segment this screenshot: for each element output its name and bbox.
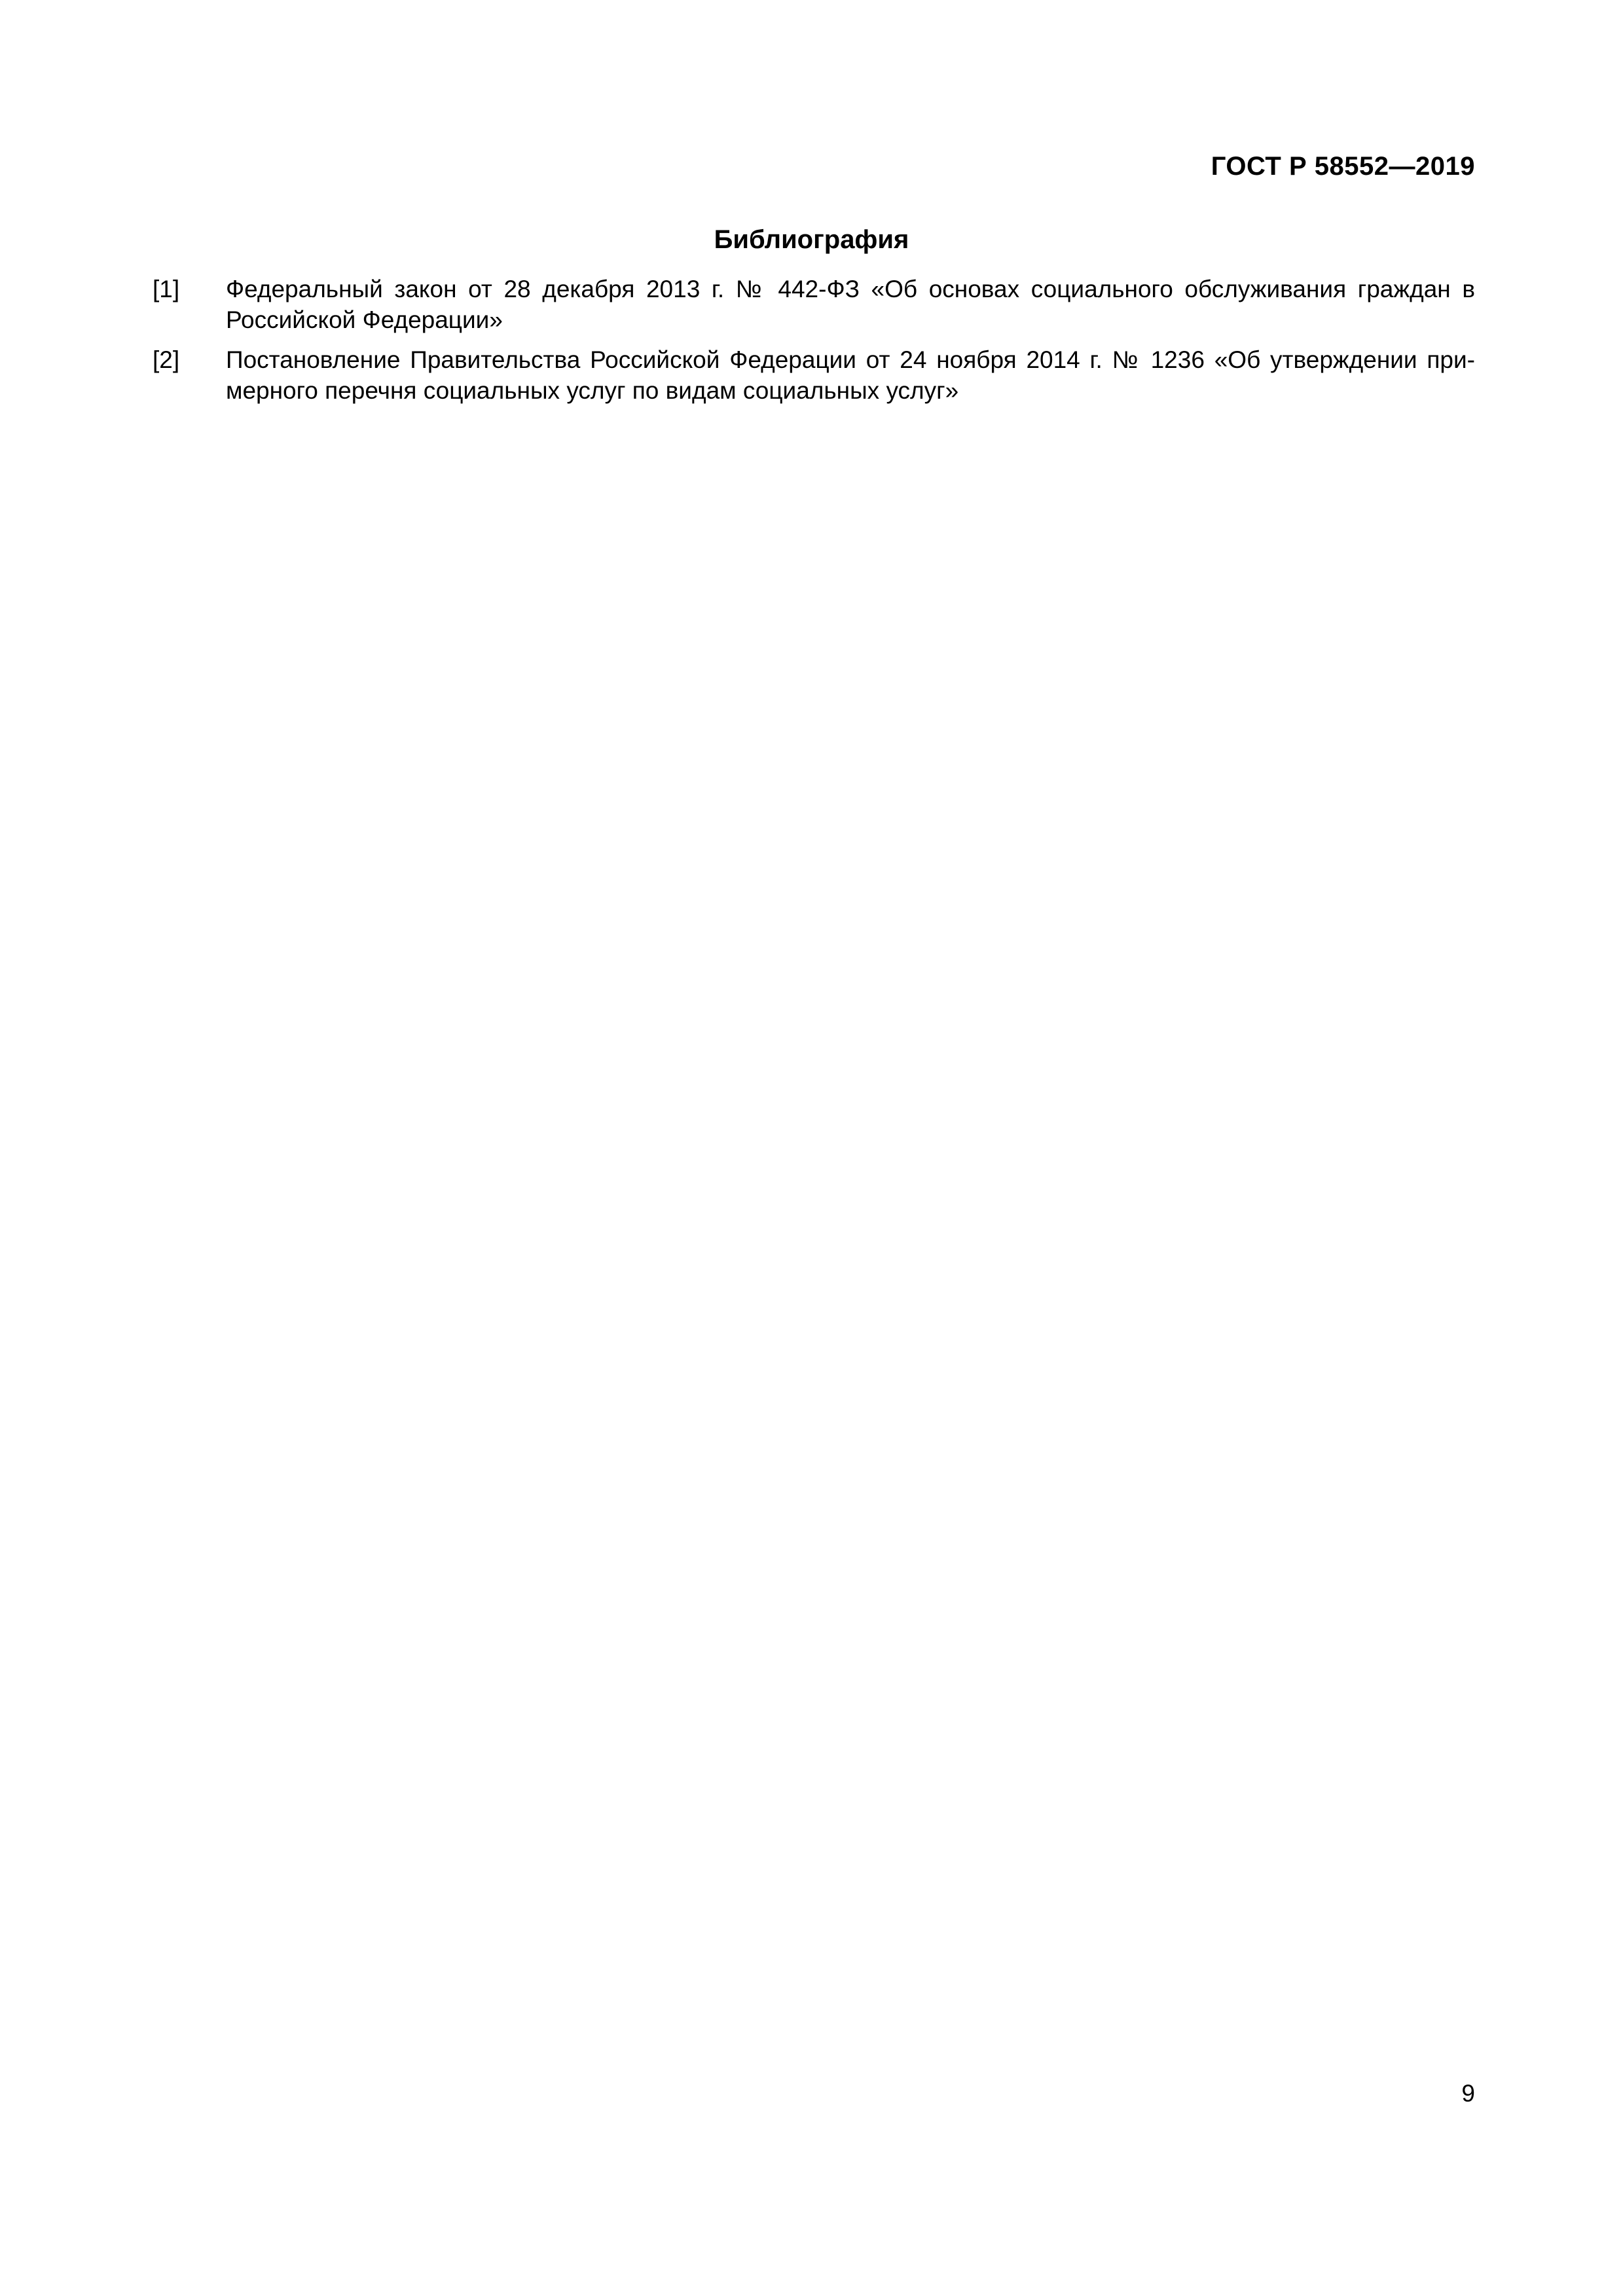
entry-text: Федеральный закон от 28 декабря 2013 г. № 442-ФЗ «Об основах социального обслуживания граждан в Российской Федерации» xyxy=(226,276,1475,333)
bibliography-list xyxy=(153,274,1475,415)
bibliography-title: Библиография xyxy=(714,225,909,254)
document-code: ГОСТ Р 58552—2019 xyxy=(1211,152,1475,181)
page-number: 9 xyxy=(1461,2080,1475,2107)
bibliography-entry xyxy=(153,274,1475,335)
entry-number: [1] xyxy=(153,276,180,302)
entry-number: [2] xyxy=(153,346,180,373)
bibliography-entry xyxy=(153,344,1475,406)
entry-text: Постановление Правительства Российской Федерации от 24 ноября 2014 г. № 1236 «Об утверждении примерного перечня социальных услуг по видам социальных услуг» xyxy=(226,346,1475,404)
